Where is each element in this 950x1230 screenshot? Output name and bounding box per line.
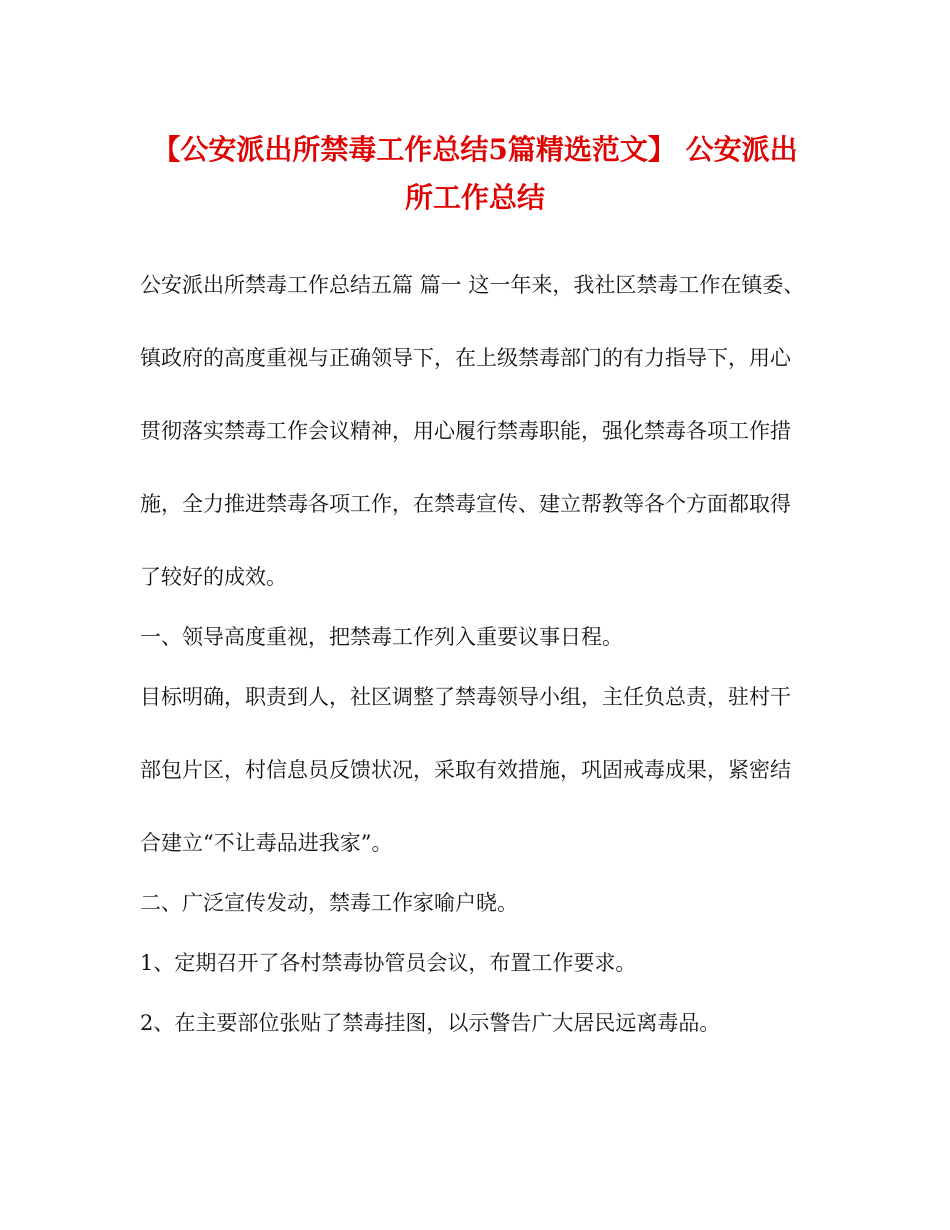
- list-item-2: 2、在主要部位张贴了禁毒挂图，以示警告广大居民远离毒品。: [140, 1011, 721, 1035]
- paragraph-line-3: 贯彻落实禁毒工作会议精神，用心履行禁毒职能，强化禁毒各项工作措: [140, 419, 791, 443]
- paragraph-line-1: 公安派出所禁毒工作总结五篇 篇一 这一年来，我社区禁毒工作在镇委、: [140, 273, 805, 297]
- paragraph-line-7: 部包片区，村信息员反馈状况，采取有效措施，巩固戒毒成果，紧密结: [140, 758, 791, 782]
- paragraph-line-2: 镇政府的高度重视与正确领导下，在上级禁毒部门的有力指导下，用心: [140, 346, 791, 370]
- paragraph-line-4: 施，全力推进禁毒各项工作，在禁毒宣传、建立帮教等各个方面都取得: [140, 492, 791, 516]
- section-heading-2: 二、广泛宣传发动，禁毒工作家喻户晓。: [140, 891, 518, 915]
- document-title-line-2: 所工作总结: [404, 181, 545, 214]
- list-item-1: 1、定期召开了各村禁毒协管员会议，布置工作要求。: [140, 951, 637, 975]
- document-title-line-1: 【公安派出所禁毒工作总结5篇精选范文】 公安派出: [152, 133, 798, 166]
- paragraph-line-6: 目标明确，职责到人，社区调整了禁毒领导小组，主任负总责，驻村干: [140, 685, 791, 709]
- paragraph-line-5: 了较好的成效。: [140, 565, 287, 589]
- paragraph-line-8: 合建立“不让毒品进我家”。: [140, 831, 393, 855]
- section-heading-1: 一、领导高度重视，把禁毒工作列入重要议事日程。: [140, 625, 623, 649]
